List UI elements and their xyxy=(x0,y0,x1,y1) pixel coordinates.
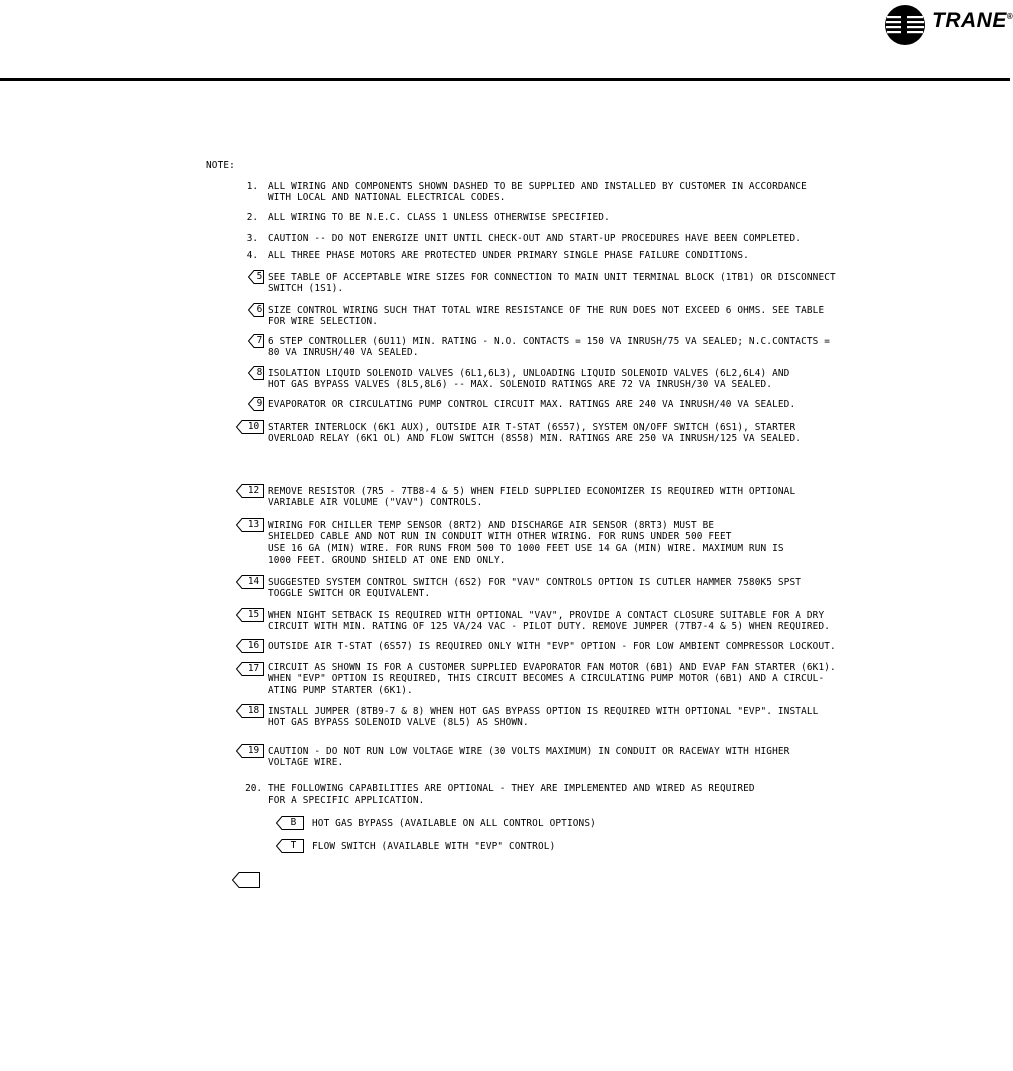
note-text: SHIELDED CABLE AND NOT RUN IN CONDUIT WITH OTHER WIRING. FOR RUNS UNDER 500 FEET xyxy=(268,531,732,542)
note-text: CIRCUIT WITH MIN. RATING OF 125 VA/24 VAC - PILOT DUTY. REMOVE JUMPER (7TB7-4 & 5) WHEN REQUIRED. xyxy=(268,621,831,632)
option-tag: T xyxy=(276,839,304,853)
note-number: 1. xyxy=(246,181,258,192)
note-flag-tag: 8 xyxy=(248,366,264,380)
empty-flag-tag xyxy=(232,872,260,888)
note-text: WITH LOCAL AND NATIONAL ELECTRICAL CODES. xyxy=(268,192,506,203)
note-number: 20. xyxy=(245,783,262,794)
note-flag-tag: 10 xyxy=(236,420,264,434)
note-text: HOT GAS BYPASS VALVES (8L5,8L6) -- MAX. SOLENOID RATINGS ARE 72 VA INRUSH/30 VA SEALED. xyxy=(268,379,773,390)
note-text: WHEN NIGHT SETBACK IS REQUIRED WITH OPTIONAL "VAV", PROVIDE A CONTACT CLOSURE SUITABLE FOR A DRY xyxy=(268,610,825,621)
note-text: OVERLOAD RELAY (6K1 OL) AND FLOW SWITCH (8S58) MIN. RATINGS ARE 250 VA INRUSH/125 VA SEALED. xyxy=(268,433,802,444)
option-text: HOT GAS BYPASS (AVAILABLE ON ALL CONTROL OPTIONS) xyxy=(312,818,596,829)
header-rule xyxy=(0,78,1010,81)
note-text: HOT GAS BYPASS SOLENOID VALVE (8L5) AS SHOWN. xyxy=(268,717,529,728)
note-number: 4. xyxy=(246,250,258,261)
note-flag-tag: 14 xyxy=(236,575,264,589)
note-text: VARIABLE AIR VOLUME ("VAV") CONTROLS. xyxy=(268,497,483,508)
note-text: FOR A SPECIFIC APPLICATION. xyxy=(268,795,425,806)
note-text: USE 16 GA (MIN) WIRE. FOR RUNS FROM 500 TO 1000 FEET USE 14 GA (MIN) WIRE. MAXIMUM RUN IS xyxy=(268,543,784,554)
brand-name: TRANE® xyxy=(932,9,1013,32)
note-number: 3. xyxy=(246,233,258,244)
note-flag-tag: 18 xyxy=(236,704,264,718)
note-text: OUTSIDE AIR T-STAT (6S57) IS REQUIRED ONLY WITH "EVP" OPTION - FOR LOW AMBIENT COMPRESSOR LOCKOUT. xyxy=(268,641,836,652)
note-text: 1000 FEET. GROUND SHIELD AT ONE END ONLY. xyxy=(268,555,506,566)
note-text: ALL THREE PHASE MOTORS ARE PROTECTED UNDER PRIMARY SINGLE PHASE FAILURE CONDITIONS. xyxy=(268,250,749,261)
note-flag-tag: 5 xyxy=(248,270,264,284)
note-text: TOGGLE SWITCH OR EQUIVALENT. xyxy=(268,588,431,599)
note-flag-tag: 12 xyxy=(236,484,264,498)
note-text: INSTALL JUMPER (8TB9-7 & 8) WHEN HOT GAS BYPASS OPTION IS REQUIRED WITH OPTIONAL "EVP". INSTALL xyxy=(268,706,819,717)
trane-logo xyxy=(884,4,1013,44)
note-number: 2. xyxy=(246,212,258,223)
note-text: FOR WIRE SELECTION. xyxy=(268,316,379,327)
note-flag-tag: 9 xyxy=(248,397,264,411)
note-text: WIRING FOR CHILLER TEMP SENSOR (8RT2) AND DISCHARGE AIR SENSOR (8RT3) MUST BE xyxy=(268,520,715,531)
note-text: VOLTAGE WIRE. xyxy=(268,757,344,768)
note-flag-tag: 16 xyxy=(236,639,264,653)
note-text: SUGGESTED SYSTEM CONTROL SWITCH (6S2) FOR "VAV" CONTROLS OPTION IS CUTLER HAMMER 7580K5 SPST xyxy=(268,577,802,588)
note-flag-tag: 6 xyxy=(248,303,264,317)
note-text: CIRCUIT AS SHOWN IS FOR A CUSTOMER SUPPLIED EVAPORATOR FAN MOTOR (6B1) AND EVAP FAN STARTER (6K1). xyxy=(268,662,836,673)
note-text: SWITCH (1S1). xyxy=(268,283,344,294)
note-text: CAUTION - DO NOT RUN LOW VOLTAGE WIRE (30 VOLTS MAXIMUM) IN CONDUIT OR RACEWAY WITH HIGHER xyxy=(268,746,790,757)
note-text: ALL WIRING AND COMPONENTS SHOWN DASHED TO BE SUPPLIED AND INSTALLED BY CUSTOMER IN ACCORDANCE xyxy=(268,181,807,192)
note-text: REMOVE RESISTOR (7R5 - 7TB8-4 & 5) WHEN FIELD SUPPLIED ECONOMIZER IS REQUIRED WITH OPTIONAL xyxy=(268,486,796,497)
note-text: ISOLATION LIQUID SOLENOID VALVES (6L1,6L3), UNLOADING LIQUID SOLENOID VALVES (6L2,6L4) AND xyxy=(268,368,790,379)
option-text: FLOW SWITCH (AVAILABLE WITH "EVP" CONTROL) xyxy=(312,841,556,852)
trane-globe-icon xyxy=(884,4,926,46)
note-text: SIZE CONTROL WIRING SUCH THAT TOTAL WIRE RESISTANCE OF THE RUN DOES NOT EXCEED 6 OHMS. SEE TABLE xyxy=(268,305,825,316)
note-text: SEE TABLE OF ACCEPTABLE WIRE SIZES FOR CONNECTION TO MAIN UNIT TERMINAL BLOCK (1TB1) OR DISCONNECT xyxy=(268,272,836,283)
note-flag-tag: 7 xyxy=(248,334,264,348)
note-flag-tag: 15 xyxy=(236,608,264,622)
note-label: NOTE: xyxy=(206,160,235,171)
note-text: STARTER INTERLOCK (6K1 AUX), OUTSIDE AIR T-STAT (6S57), SYSTEM ON/OFF SWITCH (6S1), STARTER xyxy=(268,422,796,433)
option-tag: B xyxy=(276,816,304,830)
note-flag-tag: 13 xyxy=(236,518,264,532)
note-text: 6 STEP CONTROLLER (6U11) MIN. RATING - N.O. CONTACTS = 150 VA INRUSH/75 VA SEALED; N.C.CONTACTS = xyxy=(268,336,831,347)
note-flag-tag: 17 xyxy=(236,662,264,676)
note-text: 80 VA INRUSH/40 VA SEALED. xyxy=(268,347,419,358)
note-text: WHEN "EVP" OPTION IS REQUIRED, THIS CIRCUIT BECOMES A CIRCULATING PUMP MOTOR (6B1) AND A CIRCUL- xyxy=(268,673,825,684)
note-text: ALL WIRING TO BE N.E.C. CLASS 1 UNLESS OTHERWISE SPECIFIED. xyxy=(268,212,610,223)
note-text: CAUTION -- DO NOT ENERGIZE UNIT UNTIL CHECK-OUT AND START-UP PROCEDURES HAVE BEEN COMPLETED. xyxy=(268,233,802,244)
note-flag-tag: 19 xyxy=(236,744,264,758)
note-text: ATING PUMP STARTER (6K1). xyxy=(268,685,413,696)
note-text: THE FOLLOWING CAPABILITIES ARE OPTIONAL - THEY ARE IMPLEMENTED AND WIRED AS REQUIRED xyxy=(268,783,755,794)
note-text: EVAPORATOR OR CIRCULATING PUMP CONTROL CIRCUIT MAX. RATINGS ARE 240 VA INRUSH/40 VA SEALED. xyxy=(268,399,796,410)
